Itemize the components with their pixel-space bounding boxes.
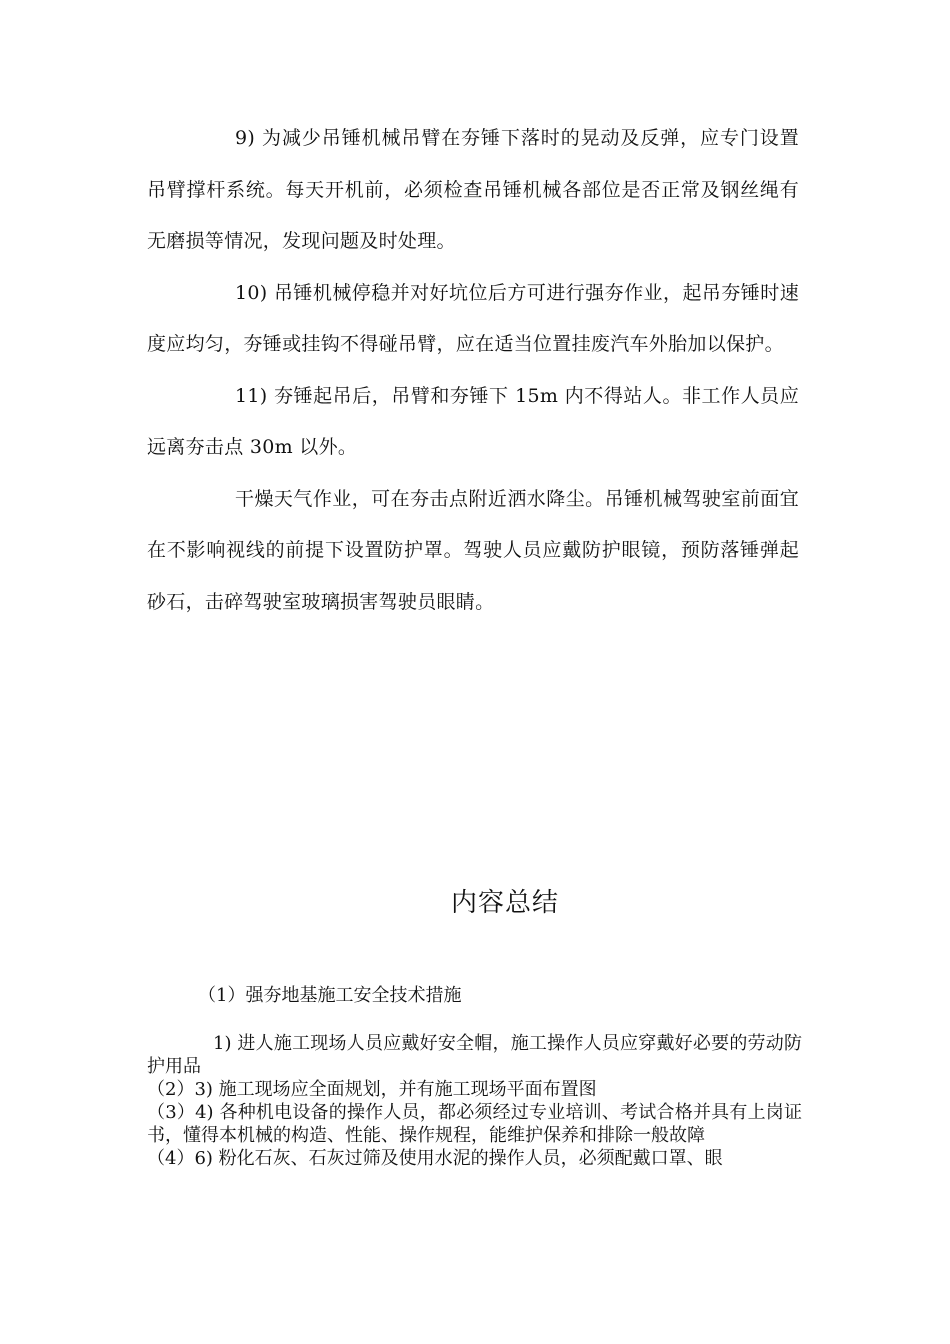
paragraph-item-10: 10) 吊锤机械停稳并对好坑位后方可进行强夯作业，起吊夯锤时速度应均匀，夯锤或挂钩不得碰吊臂，应在适当位置挂废汽车外胎加以保护。 — [147, 281, 799, 355]
summary-heading: （1）强夯地基施工安全技术措施 — [198, 985, 462, 1006]
summary-item-2: （2）3) 施工现场应全面规划，并有施工现场平面布置图 — [147, 1079, 597, 1100]
summary-list — [147, 1032, 802, 1170]
paragraph-dry-weather: 干燥天气作业，可在夯击点附近洒水降尘。吊锤机械驾驶室前面宜在不影响视线的前提下设置防护罩。驾驶人员应戴防护眼镜，预防落锤弹起砂石，击碎驾驶室玻璃损害驾驶员眼睛。 — [147, 487, 799, 613]
summary-item-4: （4）6) 粉化石灰、石灰过筛及使用水泥的操作人员，必须配戴口罩、眼 — [147, 1148, 723, 1169]
paragraph-item-11: 11) 夯锤起吊后，吊臂和夯锤下 15m 内不得站人。非工作人员应远离夯击点 30m 以外。 — [147, 384, 799, 458]
summary-title: 内容总结 — [450, 888, 559, 918]
body-text — [147, 113, 799, 628]
summary-item-1: 1) 进人施工现场人员应戴好安全帽，施工操作人员应穿戴好必要的劳动防护用品 — [147, 1033, 802, 1077]
paragraph-item-9: 9) 为减少吊锤机械吊臂在夯锤下落时的晃动及反弹，应专门设置吊臂撑杆系统。每天开机前，必须检查吊锤机械各部位是否正常及钢丝绳有无磨损等情况，发现问题及时处理。 — [147, 127, 799, 252]
summary-item-3: （3）4) 各种机电设备的操作人员，都必须经过专业培训、考试合格并具有上岗证书，懂得本机械的构造、性能、操作规程，能维护保养和排除一般故障 — [147, 1102, 802, 1146]
